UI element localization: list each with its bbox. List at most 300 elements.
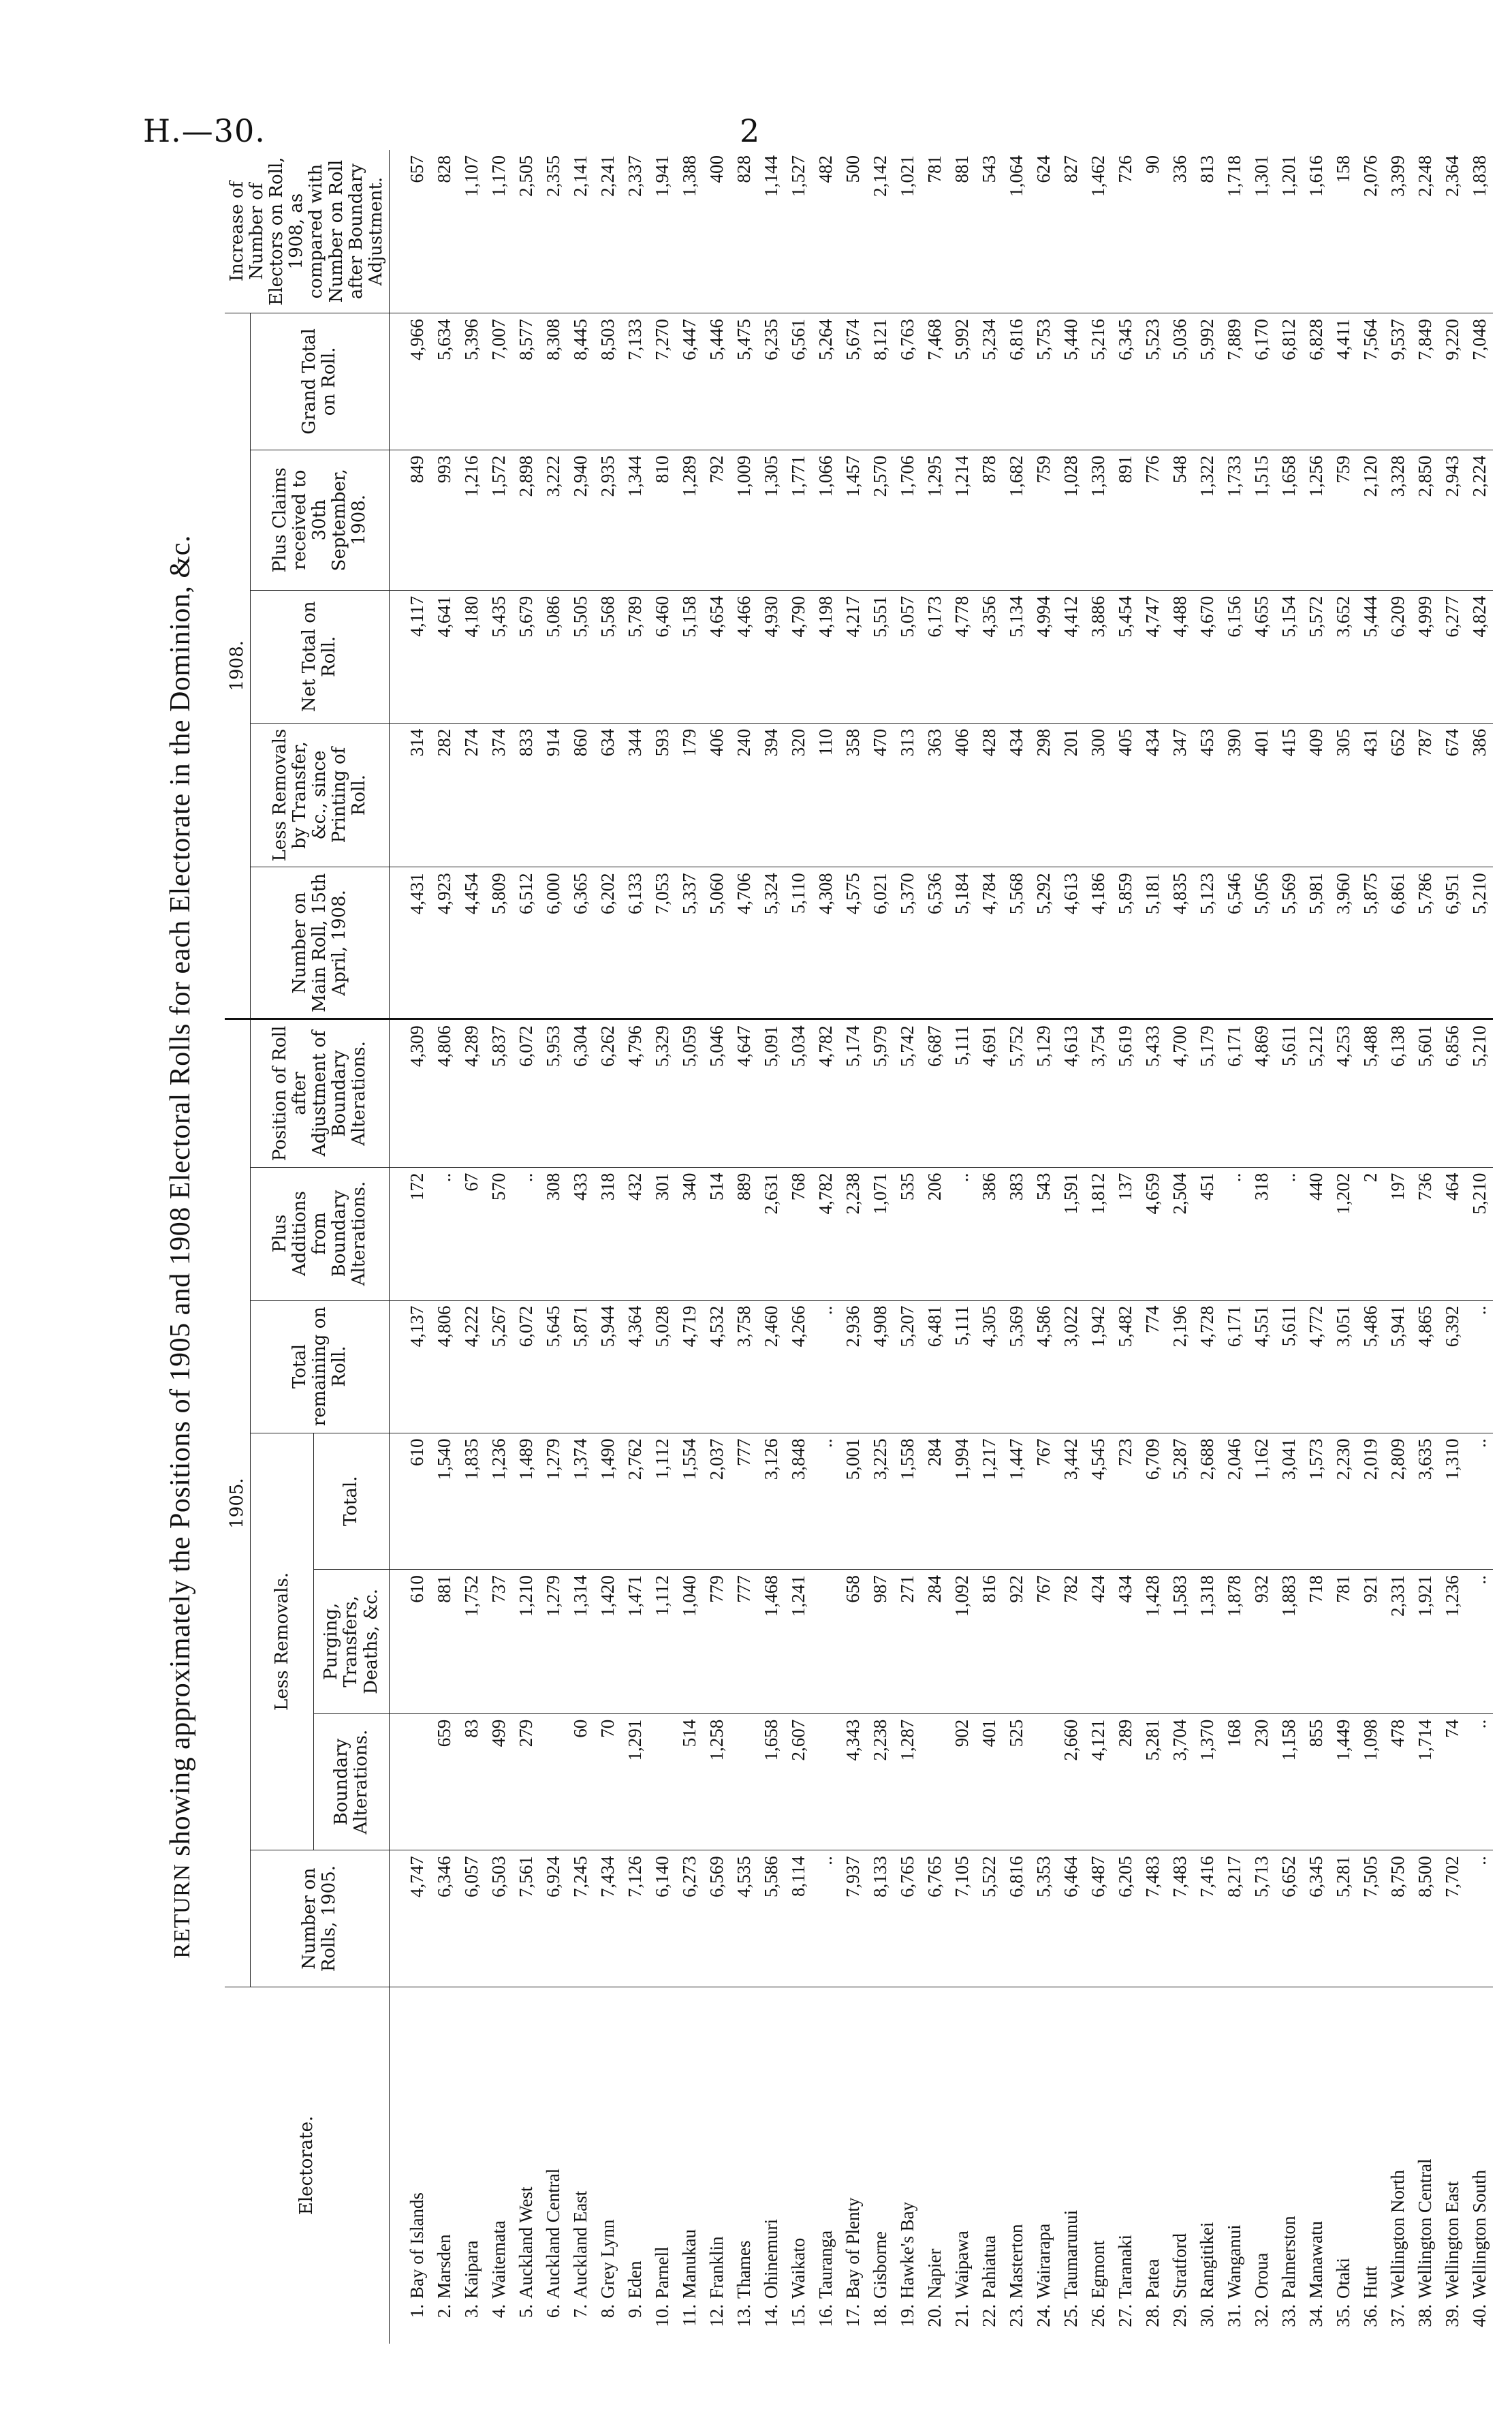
cell-less-removals-transfer: 634 (594, 723, 621, 867)
cell-less-removals-transfer: 593 (648, 723, 676, 867)
cell-purging: 921 (1357, 1570, 1384, 1714)
cell-plus-claims: 2,850 (1411, 450, 1438, 590)
cell-net-total: 6,460 (648, 590, 676, 723)
electorate-cell (1275, 1987, 1302, 2344)
cell-plus-claims: 810 (648, 450, 676, 590)
cell-increase: 881 (948, 150, 975, 313)
cell-number-on-rolls-1905: 6,464 (1057, 1850, 1084, 1987)
electorate-cell (948, 1987, 975, 2344)
table-row (512, 150, 539, 2344)
cell-plus-additions: 433 (567, 1167, 594, 1300)
cell-number-on-rolls-1905: 8,217 (1220, 1850, 1248, 1987)
table-row (1193, 150, 1220, 2344)
cell-number-on-rolls-1905: 6,487 (1084, 1850, 1112, 1987)
cell-number-on-rolls-1905: 8,750 (1384, 1850, 1411, 1987)
cell-net-total: 4,412 (1057, 590, 1084, 723)
cell-grand-total: 7,564 (1357, 313, 1384, 450)
cell-grand-total: 8,308 (539, 313, 567, 450)
cell-position-of-roll: 6,262 (594, 1019, 621, 1167)
cell-purging: 777 (730, 1570, 757, 1714)
cell-total-remaining: 5,611 (1275, 1300, 1302, 1433)
cell-less-removals-transfer: 358 (839, 723, 866, 867)
cell-number-main-roll: 5,569 (1275, 867, 1302, 1019)
cell-plus-additions: 318 (1248, 1167, 1275, 1300)
cell-plus-additions: .. (1220, 1167, 1248, 1300)
row-number: 36. (1359, 2304, 1381, 2327)
cell-plus-claims: 1,305 (757, 450, 785, 590)
cell-position-of-roll: 5,619 (1112, 1019, 1139, 1167)
electorate-name: Wellington North (1387, 2169, 1408, 2299)
cell-plus-additions: 1,591 (1057, 1167, 1084, 1300)
cell-number-main-roll: 6,536 (921, 867, 948, 1019)
electorate-cell (458, 1987, 485, 2344)
cell-total: 1,162 (1248, 1433, 1275, 1570)
cell-less-removals-transfer: 240 (730, 723, 757, 867)
cell-position-of-roll: 5,129 (1030, 1019, 1057, 1167)
cell-increase: 1,527 (785, 150, 812, 313)
electorate-name: Manawatu (1305, 2221, 1326, 2299)
cell-grand-total: 6,235 (757, 313, 785, 450)
cell-total-remaining: 5,369 (1003, 1300, 1030, 1433)
cell-purging: 271 (894, 1570, 921, 1714)
cell-number-on-rolls-1905: 7,245 (567, 1850, 594, 1987)
cell-increase: 482 (812, 150, 839, 313)
cell-boundary-alterations: 230 (1248, 1713, 1275, 1850)
electorate-cell (1166, 1987, 1193, 2344)
cell-plus-claims: 776 (1139, 450, 1166, 590)
cell-grand-total: 6,763 (894, 313, 921, 450)
cell-plus-claims: 1,457 (839, 450, 866, 590)
cell-number-main-roll: 5,292 (1030, 867, 1057, 1019)
cell-plus-claims: 2,940 (567, 450, 594, 590)
cell-boundary-alterations (539, 1713, 567, 1850)
cell-increase: 1,021 (894, 150, 921, 313)
cell-total: 723 (1112, 1433, 1139, 1570)
cell-increase: 2,241 (594, 150, 621, 313)
cell-net-total: 4,641 (430, 590, 458, 723)
cell-number-on-rolls-1905: 7,483 (1139, 1850, 1166, 1987)
cell-purging: 1,471 (621, 1570, 648, 1714)
cell-number-on-rolls-1905: 5,522 (975, 1850, 1003, 1987)
cell-increase: 90 (1139, 150, 1166, 313)
cell-number-on-rolls-1905: 6,652 (1275, 1850, 1302, 1987)
cell-number-on-rolls-1905: 7,702 (1438, 1850, 1466, 1987)
cell-grand-total: 7,468 (921, 313, 948, 450)
row-number: 9. (624, 2304, 645, 2318)
cell-grand-total: 8,577 (512, 313, 539, 450)
row-number: 34. (1305, 2304, 1326, 2327)
cell-increase: 2,364 (1438, 150, 1466, 313)
cell-grand-total: 7,048 (1466, 313, 1493, 450)
cell-plus-claims: 3,222 (539, 450, 567, 590)
cell-position-of-roll: 5,742 (894, 1019, 921, 1167)
cell-less-removals-transfer: 674 (1438, 723, 1466, 867)
cell-plus-additions: 736 (1411, 1167, 1438, 1300)
table-title (136, 150, 225, 2344)
cell-number-on-rolls-1905: 6,345 (1302, 1850, 1329, 1987)
col-less-removals-transfer: Less Removals by Transfer, &c., since Printing of Roll. (251, 723, 390, 867)
cell-position-of-roll: 5,179 (1193, 1019, 1220, 1167)
cell-less-removals-transfer: 409 (1302, 723, 1329, 867)
cell-number-on-rolls-1905: 6,057 (458, 1850, 485, 1987)
cell-plus-additions: 2,504 (1166, 1167, 1193, 1300)
cell-position-of-roll: 5,953 (539, 1019, 567, 1167)
cell-net-total: 5,454 (1112, 590, 1139, 723)
cell-total-remaining: 5,486 (1357, 1300, 1384, 1433)
cell-number-on-rolls-1905: 6,765 (921, 1850, 948, 1987)
electorate-name: Napier (924, 2248, 945, 2299)
cell-less-removals-transfer: 282 (430, 723, 458, 867)
cell-boundary-alterations: 855 (1302, 1713, 1329, 1850)
table-row (703, 150, 730, 2344)
cell-total-remaining: 6,481 (921, 1300, 948, 1433)
table-row (1057, 150, 1084, 2344)
cell-boundary-alterations: 1,449 (1329, 1713, 1357, 1850)
cell-grand-total: 5,753 (1030, 313, 1057, 450)
cell-total-remaining: 4,772 (1302, 1300, 1329, 1433)
col-grand-total: Grand Total on Roll. (251, 313, 390, 450)
cell-plus-claims: 1,256 (1302, 450, 1329, 590)
cell-number-on-rolls-1905: 8,500 (1411, 1850, 1438, 1987)
cell-less-removals-transfer: 470 (866, 723, 894, 867)
cell-less-removals-transfer: 320 (785, 723, 812, 867)
cell-plus-additions: 308 (539, 1167, 567, 1300)
cell-number-main-roll: 5,184 (948, 867, 975, 1019)
cell-less-removals-transfer: 401 (1248, 723, 1275, 867)
cell-total-remaining: 5,941 (1384, 1300, 1411, 1433)
cell-total: 5,001 (839, 1433, 866, 1570)
cell-purging: 434 (1112, 1570, 1139, 1714)
cell-increase: 2,076 (1357, 150, 1384, 313)
row-number: 18. (869, 2304, 890, 2327)
row-number: 21. (951, 2304, 972, 2327)
cell-purging: 767 (1030, 1570, 1057, 1714)
cell-total: 1,310 (1438, 1433, 1466, 1570)
cell-position-of-roll: 5,837 (485, 1019, 512, 1167)
cell-less-removals-transfer: 390 (1220, 723, 1248, 867)
electorate-name: Eden (624, 2261, 645, 2299)
title-first-word: RETURN (170, 1863, 195, 1959)
cell-number-main-roll: 6,512 (512, 867, 539, 1019)
row-number: 20. (924, 2304, 945, 2327)
cell-number-on-rolls-1905: 7,105 (948, 1850, 975, 1987)
electorate-cell (1084, 1987, 1112, 2344)
cell-less-removals-transfer: 274 (458, 723, 485, 867)
cell-total-remaining: 3,758 (730, 1300, 757, 1433)
cell-plus-claims: 993 (430, 450, 458, 590)
cell-purging: 1,583 (1166, 1570, 1193, 1714)
cell-number-main-roll: 6,861 (1384, 867, 1411, 1019)
col-boundary-alterations: Boundary Alterations. (314, 1713, 390, 1850)
cell-less-removals-transfer: 314 (389, 723, 430, 867)
electorate-cell (1057, 1987, 1084, 2344)
cell-total: 1,489 (512, 1433, 539, 1570)
cell-increase: 781 (921, 150, 948, 313)
cell-increase: 1,144 (757, 150, 785, 313)
cell-total: 1,447 (1003, 1433, 1030, 1570)
cell-number-main-roll: 5,060 (703, 867, 730, 1019)
row-number: 37. (1387, 2304, 1408, 2327)
electorate-name: Wairarapa (1033, 2223, 1054, 2299)
col-position-of-roll: Position of Roll after Adjustment of Boundary Alterations. (251, 1019, 390, 1167)
cell-grand-total: 5,674 (839, 313, 866, 450)
electorate-name: Hutt (1359, 2265, 1381, 2299)
cell-boundary-alterations: 659 (430, 1713, 458, 1850)
cell-grand-total: 8,503 (594, 313, 621, 450)
cell-net-total: 5,086 (539, 590, 567, 723)
electorate-name: Taumarunui (1060, 2209, 1081, 2299)
cell-position-of-roll: 4,691 (975, 1019, 1003, 1167)
row-number: 29. (1169, 2304, 1190, 2327)
cell-increase: 1,301 (1248, 150, 1275, 313)
electorate-cell (430, 1987, 458, 2344)
electorate-cell (567, 1987, 594, 2344)
cell-boundary-alterations: 401 (975, 1713, 1003, 1850)
electorate-name: Wanganui (1223, 2224, 1244, 2299)
cell-grand-total: 6,447 (676, 313, 703, 450)
table-row (1248, 150, 1275, 2344)
electorate-name: Auckland West (515, 2186, 536, 2299)
electorate-cell (894, 1987, 921, 2344)
table-row (430, 150, 458, 2344)
cell-total-remaining: 5,944 (594, 1300, 621, 1433)
cell-net-total: 4,824 (1466, 590, 1493, 723)
table-row (1166, 150, 1193, 2344)
cell-boundary-alterations: 83 (458, 1713, 485, 1850)
cell-total: 1,279 (539, 1433, 567, 1570)
cell-increase: 1,718 (1220, 150, 1248, 313)
cell-plus-additions: 206 (921, 1167, 948, 1300)
rotated-table-container (136, 150, 1490, 2344)
table-row (812, 150, 839, 2344)
cell-boundary-alterations: 289 (1112, 1713, 1139, 1850)
cell-less-removals-transfer: 201 (1057, 723, 1084, 867)
cell-plus-additions: 768 (785, 1167, 812, 1300)
cell-boundary-alterations (648, 1713, 676, 1850)
cell-total: 284 (921, 1433, 948, 1570)
cell-net-total: 5,568 (594, 590, 621, 723)
cell-total: 1,112 (648, 1433, 676, 1570)
cell-plus-claims: 548 (1166, 450, 1193, 590)
cell-total-remaining: 5,482 (1112, 1300, 1139, 1433)
cell-purging: 1,428 (1139, 1570, 1166, 1714)
cell-number-main-roll: 5,110 (785, 867, 812, 1019)
cell-boundary-alterations: 2,660 (1057, 1713, 1084, 1850)
cell-plus-claims: 1,066 (812, 450, 839, 590)
cell-position-of-roll: 5,059 (676, 1019, 703, 1167)
cell-total-remaining: 5,645 (539, 1300, 567, 1433)
cell-total: 4,545 (1084, 1433, 1112, 1570)
cell-number-main-roll: 5,809 (485, 867, 512, 1019)
cell-number-on-rolls-1905: 5,281 (1329, 1850, 1357, 1987)
col-plus-additions: Plus Additions from Boundary Alterations. (251, 1167, 390, 1300)
cell-net-total: 5,134 (1003, 590, 1030, 723)
row-number: 32. (1250, 2304, 1272, 2327)
table-row (1030, 150, 1057, 2344)
cell-total: 3,126 (757, 1433, 785, 1570)
cell-less-removals-transfer: 833 (512, 723, 539, 867)
cell-position-of-roll: 5,212 (1302, 1019, 1329, 1167)
table-row (975, 150, 1003, 2344)
cell-increase: 1,462 (1084, 150, 1112, 313)
cell-number-main-roll: 5,981 (1302, 867, 1329, 1019)
cell-plus-additions: 440 (1302, 1167, 1329, 1300)
cell-number-main-roll: 6,365 (567, 867, 594, 1019)
cell-purging: 1,878 (1220, 1570, 1248, 1714)
cell-position-of-roll: 5,091 (757, 1019, 785, 1167)
table-row (948, 150, 975, 2344)
electorate-name: Bay of Islands (406, 2192, 427, 2299)
cell-grand-total: 5,475 (730, 313, 757, 450)
table-row (785, 150, 812, 2344)
cell-number-main-roll: 6,133 (621, 867, 648, 1019)
cell-position-of-roll: 4,869 (1248, 1019, 1275, 1167)
page-reference: H.—30. (143, 112, 266, 149)
cell-boundary-alterations: 4,343 (839, 1713, 866, 1850)
row-number: 6. (542, 2304, 563, 2318)
cell-less-removals-transfer: 313 (894, 723, 921, 867)
cell-number-on-rolls-1905: .. (1466, 1850, 1493, 1987)
cell-purging: 932 (1248, 1570, 1275, 1714)
cell-position-of-roll: 5,601 (1411, 1019, 1438, 1167)
cell-purging: 424 (1084, 1570, 1112, 1714)
cell-less-removals-transfer: 914 (539, 723, 567, 867)
row-number: 4. (488, 2304, 509, 2318)
cell-boundary-alterations: 5,281 (1139, 1713, 1166, 1850)
cell-total: 1,236 (485, 1433, 512, 1570)
cell-position-of-roll: 6,171 (1220, 1019, 1248, 1167)
cell-plus-additions: .. (948, 1167, 975, 1300)
electorate-name: Hawke's Bay (896, 2201, 917, 2299)
cell-boundary-alterations: 4,121 (1084, 1713, 1112, 1850)
cell-net-total: 4,670 (1193, 590, 1220, 723)
cell-increase: 543 (975, 150, 1003, 313)
cell-purging: 779 (703, 1570, 730, 1714)
cell-plus-additions: 2 (1357, 1167, 1384, 1300)
cell-boundary-alterations (730, 1713, 757, 1850)
cell-total: 2,019 (1357, 1433, 1384, 1570)
cell-net-total: 4,654 (703, 590, 730, 723)
cell-increase: 813 (1193, 150, 1220, 313)
cell-position-of-roll: 4,782 (812, 1019, 839, 1167)
cell-boundary-alterations: 2,607 (785, 1713, 812, 1850)
cell-net-total: 4,198 (812, 590, 839, 723)
cell-increase: 1,170 (485, 150, 512, 313)
cell-grand-total: 5,440 (1057, 313, 1084, 450)
cell-boundary-alterations: 74 (1438, 1713, 1466, 1850)
cell-number-main-roll: 5,324 (757, 867, 785, 1019)
electorate-name: Wellington East (1441, 2181, 1462, 2299)
cell-total: 3,635 (1411, 1433, 1438, 1570)
cell-total: 1,573 (1302, 1433, 1329, 1570)
cell-position-of-roll: 4,700 (1166, 1019, 1193, 1167)
cell-plus-additions: 383 (1003, 1167, 1030, 1300)
cell-grand-total: 5,634 (430, 313, 458, 450)
cell-plus-additions: 4,782 (812, 1167, 839, 1300)
cell-plus-claims: 1,572 (485, 450, 512, 590)
cell-less-removals-transfer: 406 (703, 723, 730, 867)
cell-total: 1,558 (894, 1433, 921, 1570)
table-row (458, 150, 485, 2344)
cell-net-total: 4,466 (730, 590, 757, 723)
electorate-name: Franklin (706, 2236, 727, 2299)
electorate-name: Auckland East (569, 2190, 590, 2299)
cell-increase: 828 (430, 150, 458, 313)
cell-net-total: 6,277 (1438, 590, 1466, 723)
cell-boundary-alterations: 168 (1220, 1713, 1248, 1850)
cell-number-main-roll: 5,786 (1411, 867, 1438, 1019)
cell-number-on-rolls-1905: 6,569 (703, 1850, 730, 1987)
cell-purging: 1,241 (785, 1570, 812, 1714)
cell-less-removals-transfer: 363 (921, 723, 948, 867)
row-number: 15. (787, 2304, 808, 2327)
cell-net-total: 4,778 (948, 590, 975, 723)
cell-net-total: 4,180 (458, 590, 485, 723)
row-number: 11. (678, 2304, 699, 2327)
cell-grand-total: 9,220 (1438, 313, 1466, 450)
cell-number-on-rolls-1905: .. (812, 1850, 839, 1987)
row-number: 14. (760, 2304, 781, 2327)
cell-total: 3,041 (1275, 1433, 1302, 1570)
cell-plus-claims: 1,009 (730, 450, 757, 590)
cell-boundary-alterations: 499 (485, 1713, 512, 1850)
cell-number-on-rolls-1905: 7,505 (1357, 1850, 1384, 1987)
cell-increase: 1,838 (1466, 150, 1493, 313)
cell-total-remaining: 6,171 (1220, 1300, 1248, 1433)
table-row (1003, 150, 1030, 2344)
electorate-cell (1112, 1987, 1139, 2344)
row-number: 28. (1141, 2304, 1163, 2327)
cell-number-main-roll: 4,454 (458, 867, 485, 1019)
row-number: 33. (1278, 2304, 1299, 2327)
cell-net-total: 4,117 (389, 590, 430, 723)
row-number: 31. (1223, 2304, 1244, 2327)
table-row (1329, 150, 1357, 2344)
cell-plus-claims: 1,733 (1220, 450, 1248, 590)
cell-grand-total: 8,445 (567, 313, 594, 450)
cell-number-main-roll: 7,053 (648, 867, 676, 1019)
cell-total-remaining: .. (1466, 1300, 1493, 1433)
col-total-remaining: Total remaining on Roll. (251, 1300, 390, 1433)
cell-less-removals-transfer: 374 (485, 723, 512, 867)
cell-less-removals-transfer: 453 (1193, 723, 1220, 867)
cell-purging (812, 1570, 839, 1714)
cell-boundary-alterations (921, 1713, 948, 1850)
cell-less-removals-transfer: 344 (621, 723, 648, 867)
cell-grand-total: 5,036 (1166, 313, 1193, 450)
cell-net-total: 3,886 (1084, 590, 1112, 723)
cell-total-remaining: 5,267 (485, 1300, 512, 1433)
cell-less-removals-transfer: 110 (812, 723, 839, 867)
cell-plus-additions: 340 (676, 1167, 703, 1300)
cell-net-total: 4,999 (1411, 590, 1438, 723)
electorate-cell (539, 1987, 567, 2344)
electorate-name: Kaipara (460, 2240, 482, 2299)
cell-less-removals-transfer: 347 (1166, 723, 1193, 867)
cell-plus-additions: 197 (1384, 1167, 1411, 1300)
cell-total: 2,809 (1384, 1433, 1411, 1570)
cell-number-main-roll: 5,337 (676, 867, 703, 1019)
cell-purging: 610 (389, 1570, 430, 1714)
cell-plus-claims: 1,295 (921, 450, 948, 590)
electorate-cell (1438, 1987, 1466, 2344)
electorate-name: Ohinemuri (760, 2219, 781, 2299)
cell-total: 1,994 (948, 1433, 975, 1570)
cell-grand-total: 8,121 (866, 313, 894, 450)
cell-number-main-roll: 4,575 (839, 867, 866, 1019)
col-group-1908: 1908. (225, 313, 251, 1019)
row-number: 25. (1060, 2304, 1081, 2327)
